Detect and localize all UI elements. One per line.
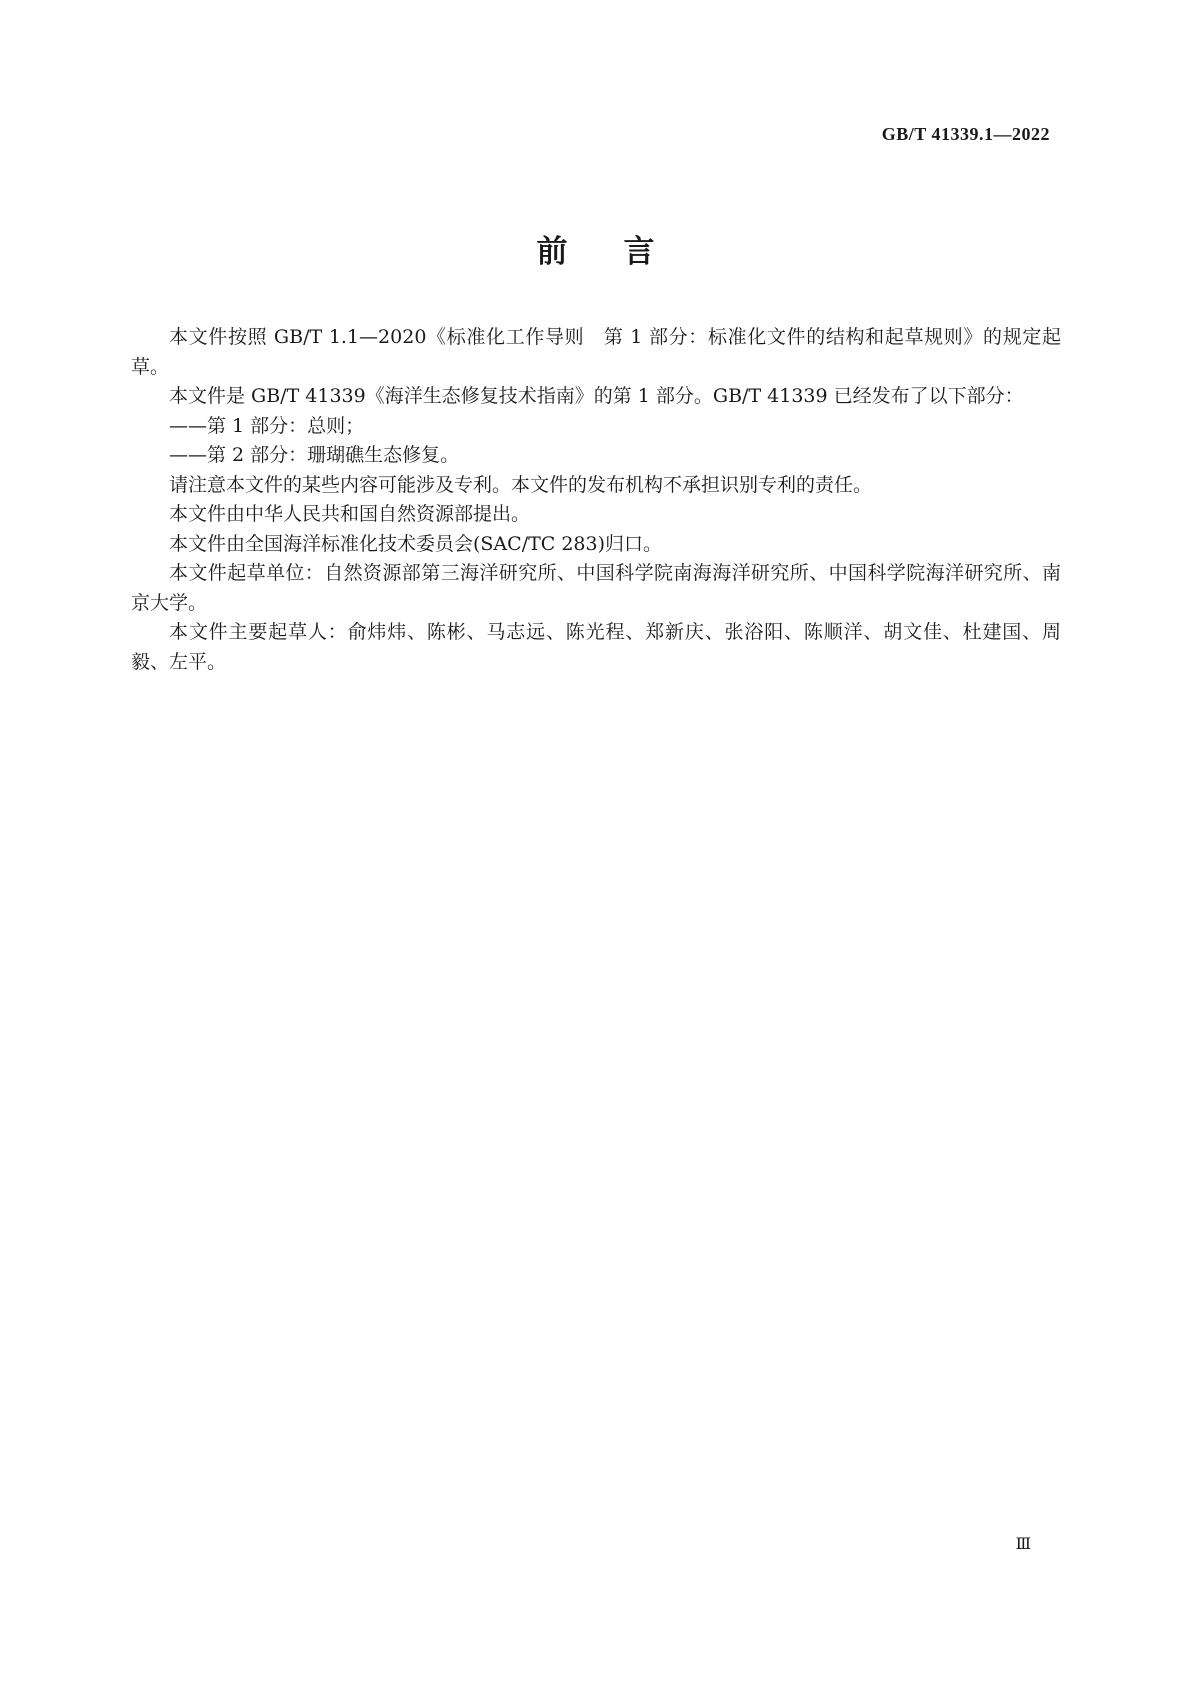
paragraph-drafting-units: 本文件起草单位：自然资源部第三海洋研究所、中国科学院南海海洋研究所、中国科学院海洋研究所、南京大学。 [131, 562, 1061, 614]
foreword-body [131, 323, 1061, 677]
paragraph-drafters: 本文件主要起草人：俞炜炜、陈彬、马志远、陈光程、郑新庆、张浴阳、陈顺洋、胡文佳、杜建国、周毅、左平。 [131, 621, 1061, 673]
page-title: 前言 [536, 234, 711, 270]
page-number: Ⅲ [1015, 1536, 1031, 1553]
standard-number: GB/T 41339.1—2022 [881, 124, 1050, 144]
list-item-part-2: ——第 2 部分：珊瑚礁生态修复。 [169, 444, 460, 466]
paragraph-committee: 本文件由全国海洋标准化技术委员会(SAC/TC 283)归口。 [169, 532, 663, 555]
paragraph-proposer: 本文件由中华人民共和国自然资源部提出。 [169, 503, 531, 525]
list-item-part-1: ——第 1 部分：总则； [169, 414, 365, 437]
paragraph-drafting-rules: 本文件按照 GB/T 1.1—2020《标准化工作导则 第 1 部分：标准化文件的结构和起草规则》的规定起草。 [131, 326, 1061, 378]
paragraph-patent-notice: 请注意本文件的某些内容可能涉及专利。本文件的发布机构不承担识别专利的责任。 [169, 473, 873, 496]
paragraph-parts-intro: 本文件是 GB/T 41339《海洋生态修复技术指南》的第 1 部分。GB/T 41339 已经发布了以下部分： [169, 385, 1024, 407]
